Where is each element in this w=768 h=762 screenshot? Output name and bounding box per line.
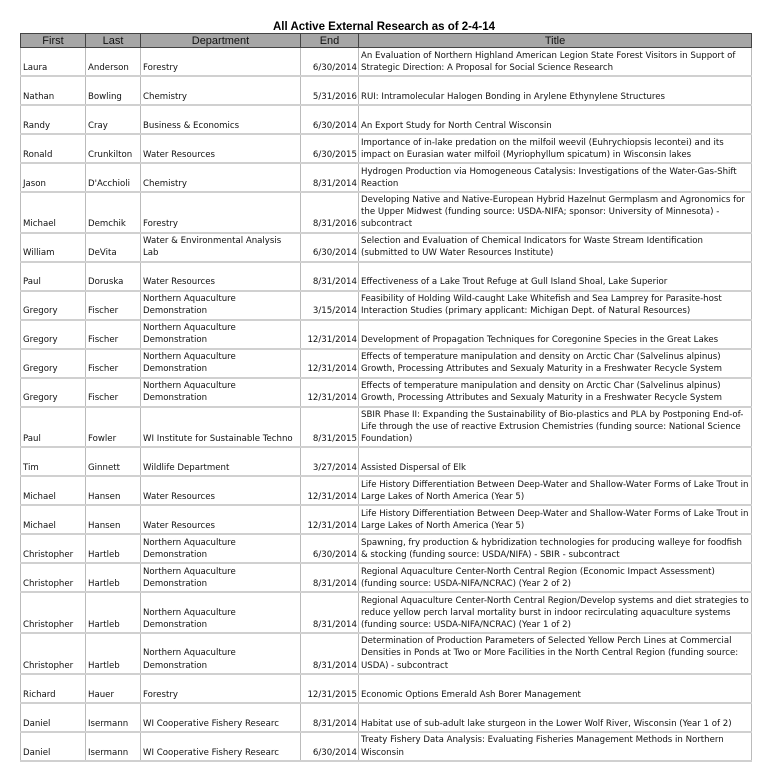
first-name: Christopher	[21, 534, 86, 563]
end-date: 3/27/2014	[301, 447, 359, 476]
table-row	[21, 633, 752, 674]
project-title: Spawning, fry production & hybridization technologies for producing walleye for foodfish & stocking (funding source: USDA/NIFA) - SBIR - subcontract	[359, 534, 752, 563]
last-name: Hansen	[86, 476, 141, 505]
project-title: Hydrogen Production via Homogeneous Catalysis: Investigations of the Water-Gas-Shift Reaction	[359, 163, 752, 192]
last-name: DeVita	[86, 233, 141, 262]
project-title: An Export Study for North Central Wisconsin	[359, 105, 752, 134]
table-row	[21, 476, 752, 505]
header-title: Title	[359, 34, 752, 48]
end-date: 12/31/2014	[301, 476, 359, 505]
department: Northern Aquaculture Demonstration	[141, 291, 301, 320]
first-name: Randy	[21, 105, 86, 134]
project-title: Development of Propagation Techniques for Coregonine Species in the Great Lakes	[359, 320, 752, 349]
last-name: Hansen	[86, 505, 141, 534]
first-name: Gregory	[21, 320, 86, 349]
department: Water Resources	[141, 505, 301, 534]
department: Water Resources	[141, 476, 301, 505]
table-row	[21, 291, 752, 320]
end-date: 6/30/2014	[301, 534, 359, 563]
table-row	[21, 592, 752, 633]
table-row	[21, 534, 752, 563]
end-date: 8/31/2014	[301, 563, 359, 592]
first-name: Richard	[21, 674, 86, 703]
last-name: Fowler	[86, 407, 141, 448]
end-date: 12/31/2014	[301, 505, 359, 534]
last-name: Anderson	[86, 48, 141, 77]
last-name: D'Acchioli	[86, 163, 141, 192]
last-name: Ginnett	[86, 447, 141, 476]
table-header-row	[21, 34, 752, 48]
last-name: Fischer	[86, 320, 141, 349]
department: Chemistry	[141, 76, 301, 105]
project-title: Regional Aquaculture Center-North Central Region/Develop systems and diet strategies to reduce yellow perch larval mortality burst in indoor recirculating aquaculture systems (funding source: USDA-NIFA/NCRAC) (Year 1 of 2)	[359, 592, 752, 633]
project-title: Determination of Production Parameters of Selected Yellow Perch Lines at Commercial Densities in Ponds at Two or More Facilities in the North Central Region (funding source: USDA) - subcontract	[359, 633, 752, 674]
end-date: 6/30/2014	[301, 105, 359, 134]
table-row	[21, 447, 752, 476]
table-row	[21, 76, 752, 105]
department: WI Cooperative Fishery Researc	[141, 732, 301, 761]
department: Water Resources	[141, 134, 301, 163]
last-name: Cray	[86, 105, 141, 134]
department: Northern Aquaculture Demonstration	[141, 592, 301, 633]
first-name: Paul	[21, 262, 86, 291]
table-row	[21, 320, 752, 349]
table-row	[21, 732, 752, 761]
project-title: Selection and Evaluation of Chemical Indicators for Waste Stream Identification (submitted to UW Water Resources Institute)	[359, 233, 752, 262]
department: Northern Aquaculture Demonstration	[141, 633, 301, 674]
table-row	[21, 192, 752, 233]
table-row	[21, 233, 752, 262]
project-title: Feasibility of Holding Wild-caught Lake Whitefish and Sea Lamprey for Parasite-host Interaction Studies (primary applicant: Michigan Dept. of Natural Resources)	[359, 291, 752, 320]
table-row	[21, 105, 752, 134]
end-date: 12/31/2014	[301, 349, 359, 378]
department: Wildlife Department	[141, 447, 301, 476]
page-title: All Active External Research as of 2-4-14	[272, 21, 495, 33]
header-last: Last	[86, 34, 141, 48]
end-date: 8/31/2014	[301, 262, 359, 291]
end-date: 8/31/2014	[301, 703, 359, 732]
project-title: Economic Options Emerald Ash Borer Management	[359, 674, 752, 703]
research-table	[20, 33, 752, 762]
department: Northern Aquaculture Demonstration	[141, 320, 301, 349]
end-date: 8/31/2014	[301, 592, 359, 633]
end-date: 12/31/2014	[301, 320, 359, 349]
project-title: RUI: Intramolecular Halogen Bonding in Arylene Ethynylene Structures	[359, 76, 752, 105]
first-name: Christopher	[21, 633, 86, 674]
table-row	[21, 703, 752, 732]
last-name: Isermann	[86, 703, 141, 732]
department: Northern Aquaculture Demonstration	[141, 349, 301, 378]
first-name: Ronald	[21, 134, 86, 163]
table-row	[21, 163, 752, 192]
end-date: 5/31/2016	[301, 76, 359, 105]
project-title: Life History Differentiation Between Deep-Water and Shallow-Water Forms of Lake Trout in Large Lakes of North America (Year 5)	[359, 505, 752, 534]
project-title: Life History Differentiation Between Deep-Water and Shallow-Water Forms of Lake Trout in Large Lakes of North America (Year 5)	[359, 476, 752, 505]
last-name: Fischer	[86, 378, 141, 407]
end-date: 3/15/2014	[301, 291, 359, 320]
table-row	[21, 378, 752, 407]
table-row	[21, 349, 752, 378]
first-name: Gregory	[21, 291, 86, 320]
first-name: Daniel	[21, 732, 86, 761]
table-row	[21, 262, 752, 291]
project-title: Effects of temperature manipulation and density on Arctic Char (Salvelinus alpinus) Growth, Processing Attributes and Sexualy Maturity in a Freshwater Recycle System	[359, 378, 752, 407]
department: Water Resources	[141, 262, 301, 291]
project-title: Effectiveness of a Lake Trout Refuge at Gull Island Shoal, Lake Superior	[359, 262, 752, 291]
first-name: Laura	[21, 48, 86, 77]
last-name: Isermann	[86, 732, 141, 761]
end-date: 8/31/2014	[301, 163, 359, 192]
table-row	[21, 134, 752, 163]
last-name: Hauer	[86, 674, 141, 703]
last-name: Crunkilton	[86, 134, 141, 163]
end-date: 6/30/2014	[301, 48, 359, 77]
last-name: Hartleb	[86, 563, 141, 592]
department: WI Institute for Sustainable Techno	[141, 407, 301, 448]
last-name: Fischer	[86, 291, 141, 320]
first-name: Gregory	[21, 378, 86, 407]
first-name: Michael	[21, 476, 86, 505]
department: WI Cooperative Fishery Researc	[141, 703, 301, 732]
first-name: Tim	[21, 447, 86, 476]
first-name: Michael	[21, 505, 86, 534]
table-row	[21, 674, 752, 703]
first-name: William	[21, 233, 86, 262]
first-name: Jason	[21, 163, 86, 192]
table-row	[21, 563, 752, 592]
department: Water & Environmental Analysis Lab	[141, 233, 301, 262]
table-row	[21, 505, 752, 534]
first-name: Daniel	[21, 703, 86, 732]
department: Business & Economics	[141, 105, 301, 134]
end-date: 6/30/2014	[301, 732, 359, 761]
last-name: Bowling	[86, 76, 141, 105]
department: Forestry	[141, 48, 301, 77]
end-date: 6/30/2015	[301, 134, 359, 163]
end-date: 8/31/2014	[301, 633, 359, 674]
department: Northern Aquaculture Demonstration	[141, 563, 301, 592]
header-department: Department	[141, 34, 301, 48]
end-date: 8/31/2016	[301, 192, 359, 233]
department: Northern Aquaculture Demonstration	[141, 378, 301, 407]
project-title: Assisted Dispersal of Elk	[359, 447, 752, 476]
last-name: Demchik	[86, 192, 141, 233]
end-date: 6/30/2014	[301, 233, 359, 262]
header-first: First	[21, 34, 86, 48]
first-name: Nathan	[21, 76, 86, 105]
project-title: Developing Native and Native-European Hybrid Hazelnut Germplasm and Agronomics for the Upper Midwest (funding source: USDA-NIFA; sponsor: University of Minnesota) - subcontract	[359, 192, 752, 233]
first-name: Michael	[21, 192, 86, 233]
department: Northern Aquaculture Demonstration	[141, 534, 301, 563]
last-name: Hartleb	[86, 534, 141, 563]
table-row	[21, 48, 752, 77]
first-name: Christopher	[21, 563, 86, 592]
end-date: 12/31/2014	[301, 378, 359, 407]
table-row	[21, 407, 752, 448]
last-name: Doruska	[86, 262, 141, 291]
project-title: SBIR Phase II: Expanding the Sustainability of Bio-plastics and PLA by Postponing End-of-Life through the use of reactive Extrusion Chemistries (funding source: National Science Foundation)	[359, 407, 752, 448]
first-name: Gregory	[21, 349, 86, 378]
project-title: Treaty Fishery Data Analysis: Evaluating Fisheries Management Methods in Northern Wisconsin	[359, 732, 752, 761]
first-name: Christopher	[21, 592, 86, 633]
last-name: Hartleb	[86, 592, 141, 633]
first-name: Paul	[21, 407, 86, 448]
project-title: Effects of temperature manipulation and density on Arctic Char (Salvelinus alpinus) Growth, Processing Attributes and Sexualy Maturity in a Freshwater Recycle System	[359, 349, 752, 378]
end-date: 8/31/2015	[301, 407, 359, 448]
project-title: Regional Aquaculture Center-North Central Region (Economic Impact Assessment) (funding source: USDA-NIFA/NCRAC) (Year 2 of 2)	[359, 563, 752, 592]
end-date: 12/31/2015	[301, 674, 359, 703]
header-end: End	[301, 34, 359, 48]
last-name: Hartleb	[86, 633, 141, 674]
department: Forestry	[141, 192, 301, 233]
department: Chemistry	[141, 163, 301, 192]
project-title: An Evaluation of Northern Highland American Legion State Forest Visitors in Support of Strategic Direction: A Proposal for Social Science Research	[359, 48, 752, 77]
department: Forestry	[141, 674, 301, 703]
project-title: Habitat use of sub-adult lake sturgeon in the Lower Wolf River, Wisconsin (Year 1 of 2)	[359, 703, 752, 732]
last-name: Fischer	[86, 349, 141, 378]
project-title: Importance of in-lake predation on the milfoil weevil (Euhrychiopsis lecontei) and its impact on Eurasian water milfoil (Myriophyllum spicatum) in Wisconsin lakes	[359, 134, 752, 163]
